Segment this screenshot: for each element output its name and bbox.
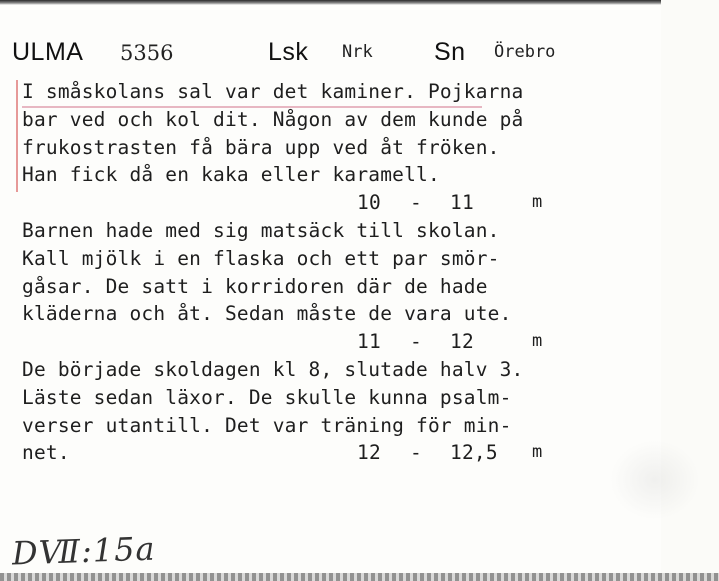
card-top-edge [0,0,719,5]
gender-code: m [532,331,543,352]
age-to: 12 [450,330,474,354]
card-header [12,38,652,68]
age-to: 11 [450,191,474,215]
text-line: frukostrasten få bära upp ved åt fröken. [22,135,500,159]
gender-code: m [532,442,543,463]
informant-meta [22,439,622,467]
age-to: 12,5 [450,441,498,465]
age-from: 10 [357,191,381,215]
gender-code: m [532,192,543,213]
text-line: Barnen hade med sig matsäck till skolan. [22,218,500,242]
handwritten-shelf-mark: DⅦ:15a [11,529,157,573]
age-dash: - [410,191,422,215]
age-dash: - [410,330,422,354]
sn-value: Örebro [494,42,556,62]
card-bottom-edge [0,573,719,581]
text-line: De började skoldagen kl 8, slutade halv 3. [22,357,524,381]
margin-mark [16,80,18,192]
text-line: gåsar. De satt i korridoren där de hade [22,274,488,298]
lsk-label: Lsk [268,38,309,66]
text-line: I småskolans sal var det kaminer. Pojkarna [22,80,524,103]
informant-meta [22,189,622,217]
record-number: 5356 [120,41,174,65]
text-line: Han fick då en kaka eller karamell. [22,163,440,187]
age-from: 11 [357,330,381,354]
age-from: 12 [357,441,381,465]
card-text [22,78,622,467]
sn-label: Sn [434,38,466,66]
informant-meta [22,328,622,356]
text-line-end: net. [22,441,70,465]
text-line: bar ved och kol dit. Någon av dem kunde på [22,107,524,131]
text-line: kläderna och åt. Sedan måste de vara ute. [22,302,512,326]
paper-smudge [610,440,700,520]
archive-code: ULMA [12,38,84,66]
text-line: Kall mjölk i en flaska och ett par smör- [22,246,500,270]
text-line: Läste sedan läxor. De skulle kunna psalm- [22,385,512,409]
lsk-value: Nrk [342,42,373,62]
text-line: verser utantill. Det var träning för min- [22,413,512,437]
age-dash: - [410,441,422,465]
